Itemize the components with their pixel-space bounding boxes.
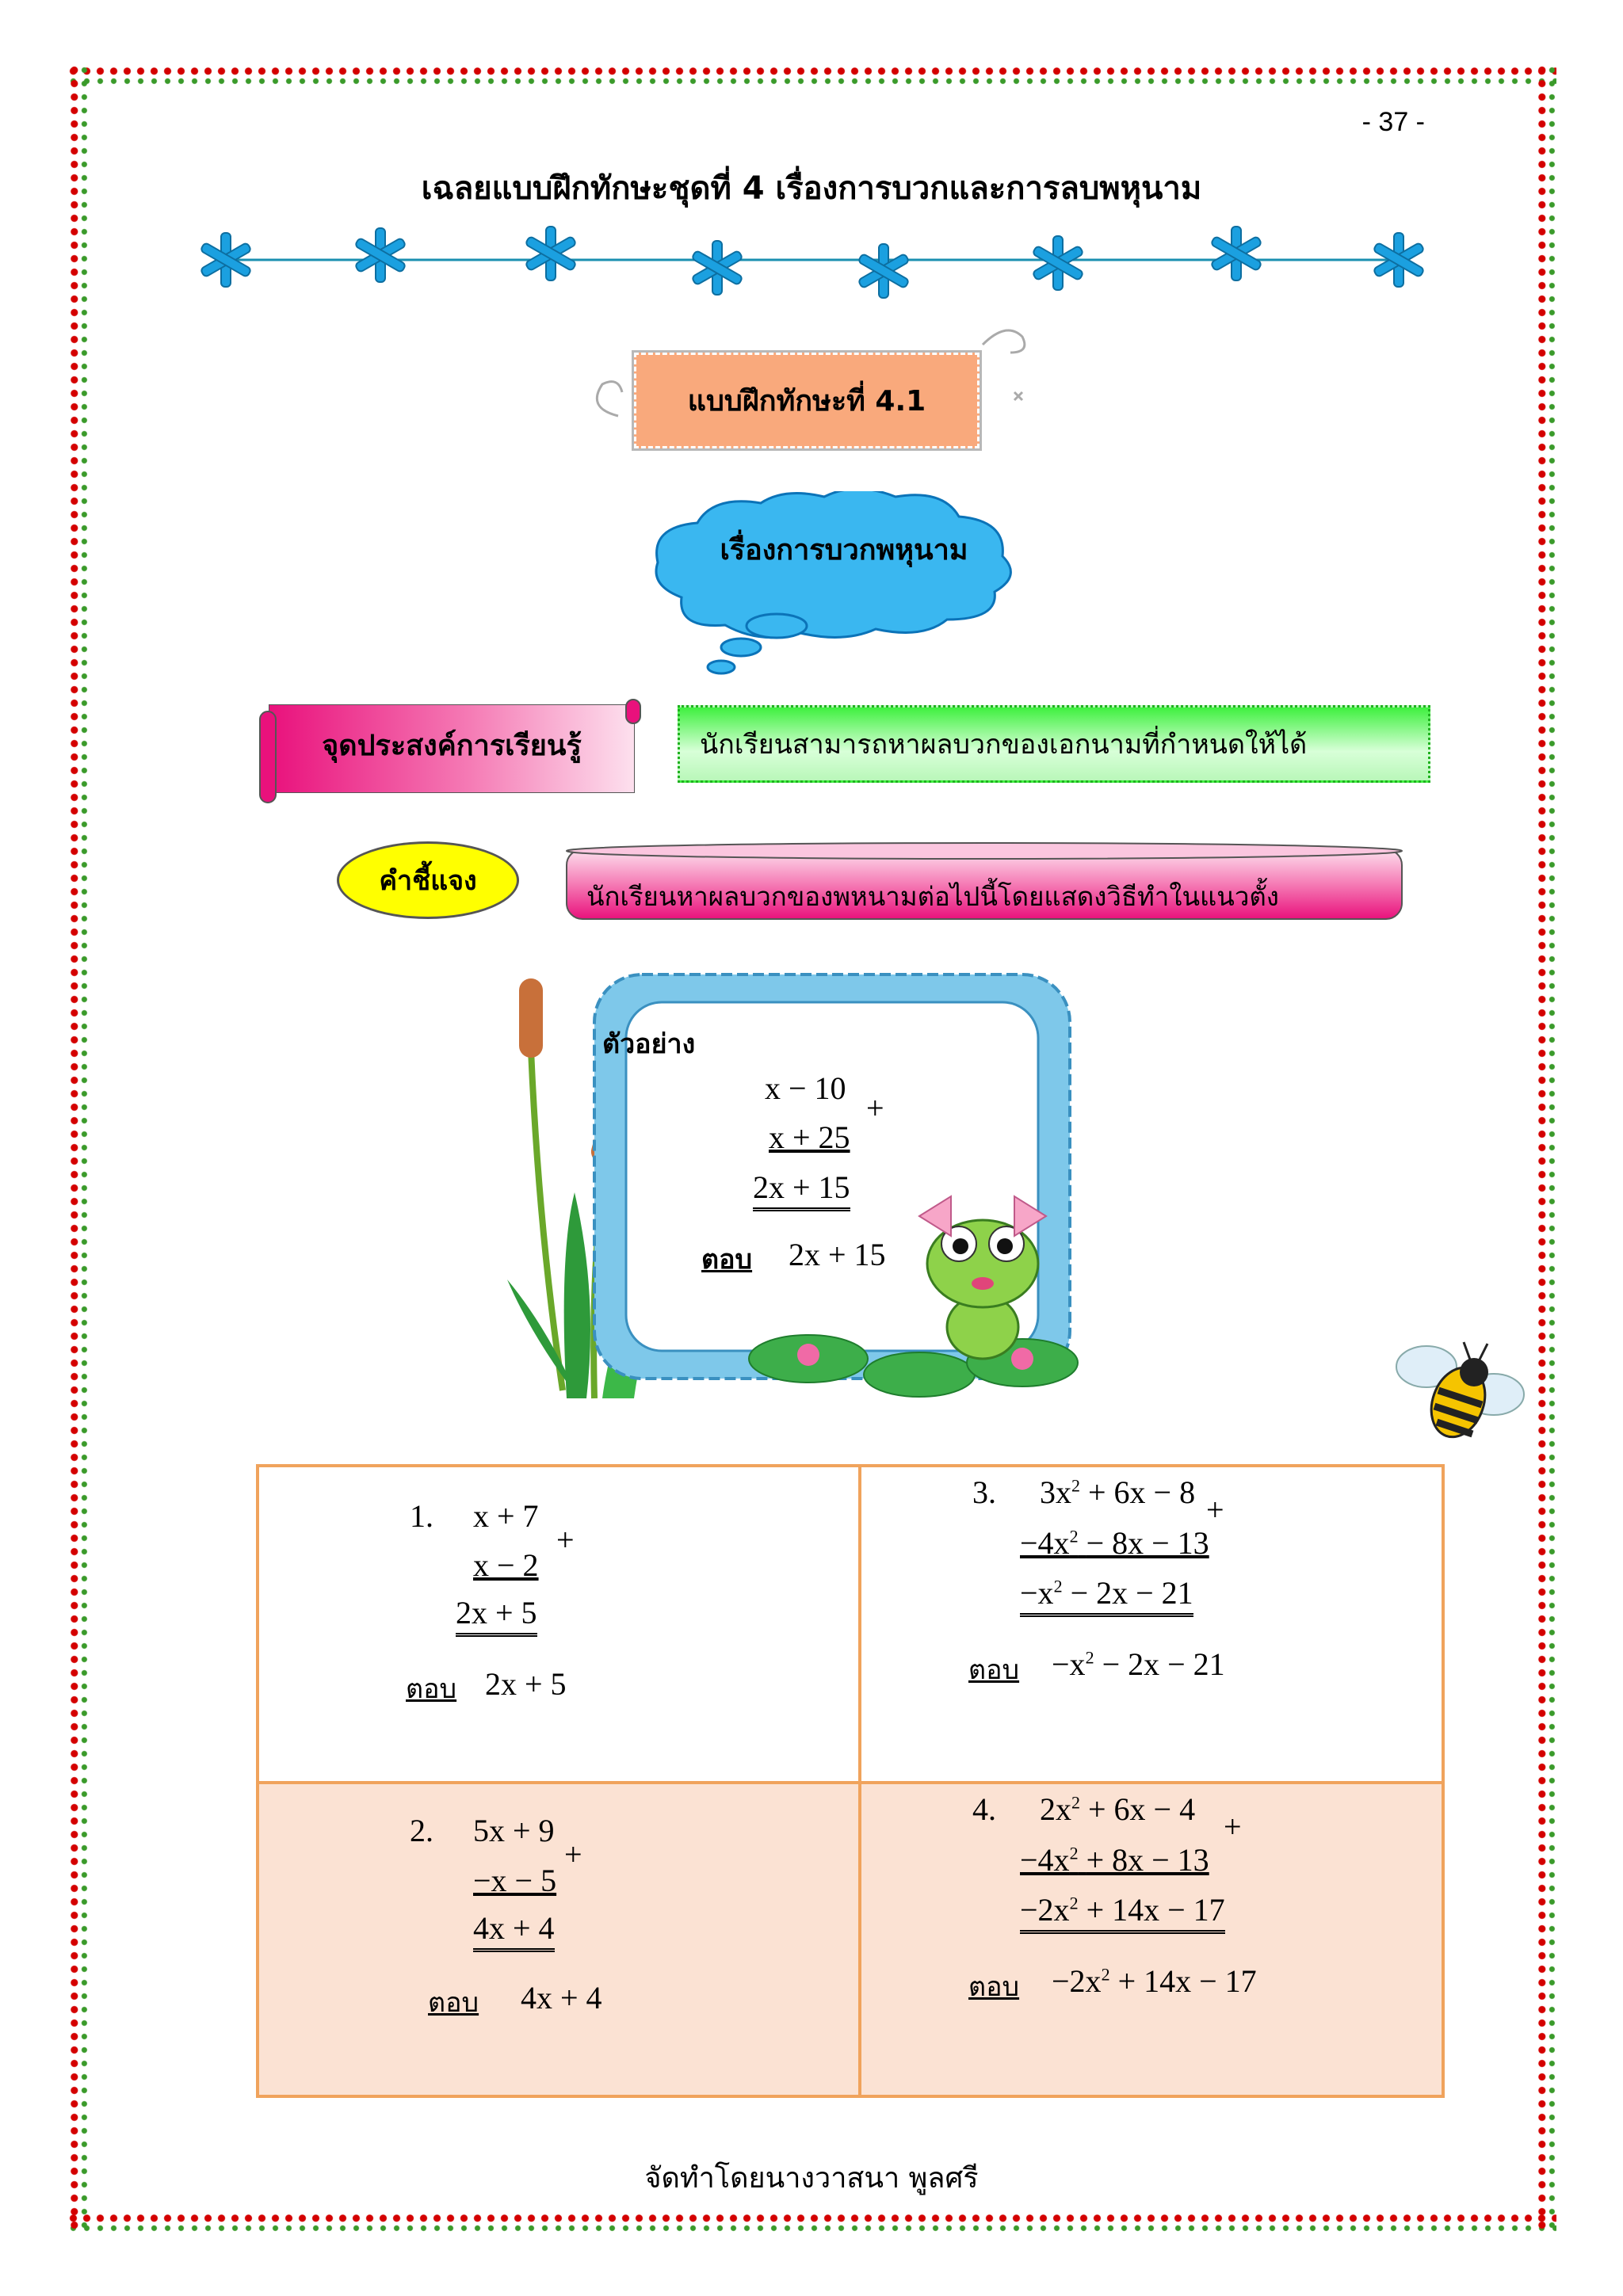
problem-line1: x + 7 bbox=[473, 1498, 539, 1534]
plus-sign: + bbox=[564, 1836, 582, 1872]
asterisk-divider bbox=[198, 214, 1434, 301]
problem-number: 2. bbox=[410, 1813, 433, 1848]
instruction-label: คำชี้แจง bbox=[337, 841, 519, 919]
objective-text bbox=[678, 705, 1430, 783]
example-answer: 2x + 15 bbox=[789, 1237, 886, 1272]
problem-result: 2x + 5 bbox=[456, 1594, 537, 1637]
problem-number: 3. bbox=[972, 1474, 996, 1510]
objective-label: จุดประสงค์การเรียนรู้ bbox=[322, 730, 582, 762]
problem-line1: 5x + 9 bbox=[473, 1813, 555, 1848]
example-line2: x + 25 bbox=[769, 1119, 850, 1155]
problem-result: 4x + 4 bbox=[473, 1909, 555, 1952]
problem-line1: $2x^2 + 6x - 4$ bbox=[1040, 1791, 1196, 1827]
plus-sign: + bbox=[1206, 1492, 1224, 1527]
plus-sign: + bbox=[1224, 1809, 1242, 1844]
decorative-border-right bbox=[1534, 63, 1556, 2233]
page-title: เฉลยแบบฝึกทักษะชุดที่ 4 เรื่องการบวกและการลบพหุนาม bbox=[421, 170, 1202, 207]
plus-sign: + bbox=[556, 1522, 575, 1558]
instruction-text: นักเรียนหาผลบวกของพหนามต่อไปนี้โดยแสดงวิธีทำในแนวตั้ง bbox=[586, 881, 1279, 912]
example-plus-sign: + bbox=[866, 1090, 884, 1126]
decorative-border-top bbox=[67, 63, 1556, 86]
footer-credit: จัดทำโดยนางวาสนา พูลศรี bbox=[644, 2162, 979, 2195]
answer-value: 4x + 4 bbox=[521, 1980, 602, 2016]
problem-result: $-x^2 - 2x - 21$ bbox=[1020, 1574, 1193, 1617]
answer-value: $-x^2 - 2x - 21$ bbox=[1052, 1646, 1225, 1682]
example-line1: x − 10 bbox=[765, 1070, 846, 1106]
thought-cloud bbox=[626, 491, 1070, 689]
example-heading: ตัวอย่าง bbox=[602, 1028, 696, 1060]
problem-number: 4. bbox=[972, 1791, 996, 1827]
problem-line2: x − 2 bbox=[473, 1547, 539, 1583]
problem-line2: $-4x^2 + 8x - 13$ bbox=[1020, 1842, 1209, 1878]
answer-value: 2x + 5 bbox=[485, 1666, 567, 1702]
exercise-label: แบบฝึกทักษะที่ 4.1 bbox=[634, 353, 980, 448]
decorative-border-left bbox=[67, 63, 89, 2233]
problem-cell-2 bbox=[259, 1784, 861, 2095]
exercise-label-frame bbox=[618, 337, 991, 463]
problems-table bbox=[256, 1464, 1445, 2098]
problem-cell-3 bbox=[861, 1467, 1442, 1784]
problem-line2: $-4x^2 - 8x - 13$ bbox=[1020, 1525, 1209, 1561]
answer-label: ตอบ bbox=[968, 1654, 1020, 1686]
problem-line2: −x − 5 bbox=[473, 1863, 557, 1898]
example-answer-label: ตอบ bbox=[701, 1244, 753, 1276]
answer-label: ตอบ bbox=[428, 1987, 479, 2019]
example-result: 2x + 15 bbox=[753, 1169, 850, 1211]
answer-value: $-2x^2 + 14x - 17$ bbox=[1052, 1963, 1257, 1999]
answer-label: ตอบ bbox=[406, 1673, 457, 1705]
topic-heading: เรื่องการบวกพหุนาม bbox=[720, 534, 968, 566]
problem-cell-4 bbox=[861, 1784, 1442, 2095]
objective-text-content: นักเรียนสามารถหาผลบวกของเอกนามที่กำหนดให้ได้ bbox=[700, 729, 1308, 761]
page-number: - 37 - bbox=[1361, 107, 1425, 137]
problem-number: 1. bbox=[410, 1498, 433, 1534]
bee-illustration bbox=[1383, 1331, 1526, 1442]
problem-line1: $3x^2 + 6x - 8$ bbox=[1040, 1474, 1196, 1510]
problem-cell-1 bbox=[259, 1467, 861, 1784]
decorative-border-bottom bbox=[67, 2210, 1556, 2233]
problem-result: $-2x^2 + 14x - 17$ bbox=[1020, 1891, 1225, 1934]
answer-label: ตอบ bbox=[968, 1971, 1020, 2003]
